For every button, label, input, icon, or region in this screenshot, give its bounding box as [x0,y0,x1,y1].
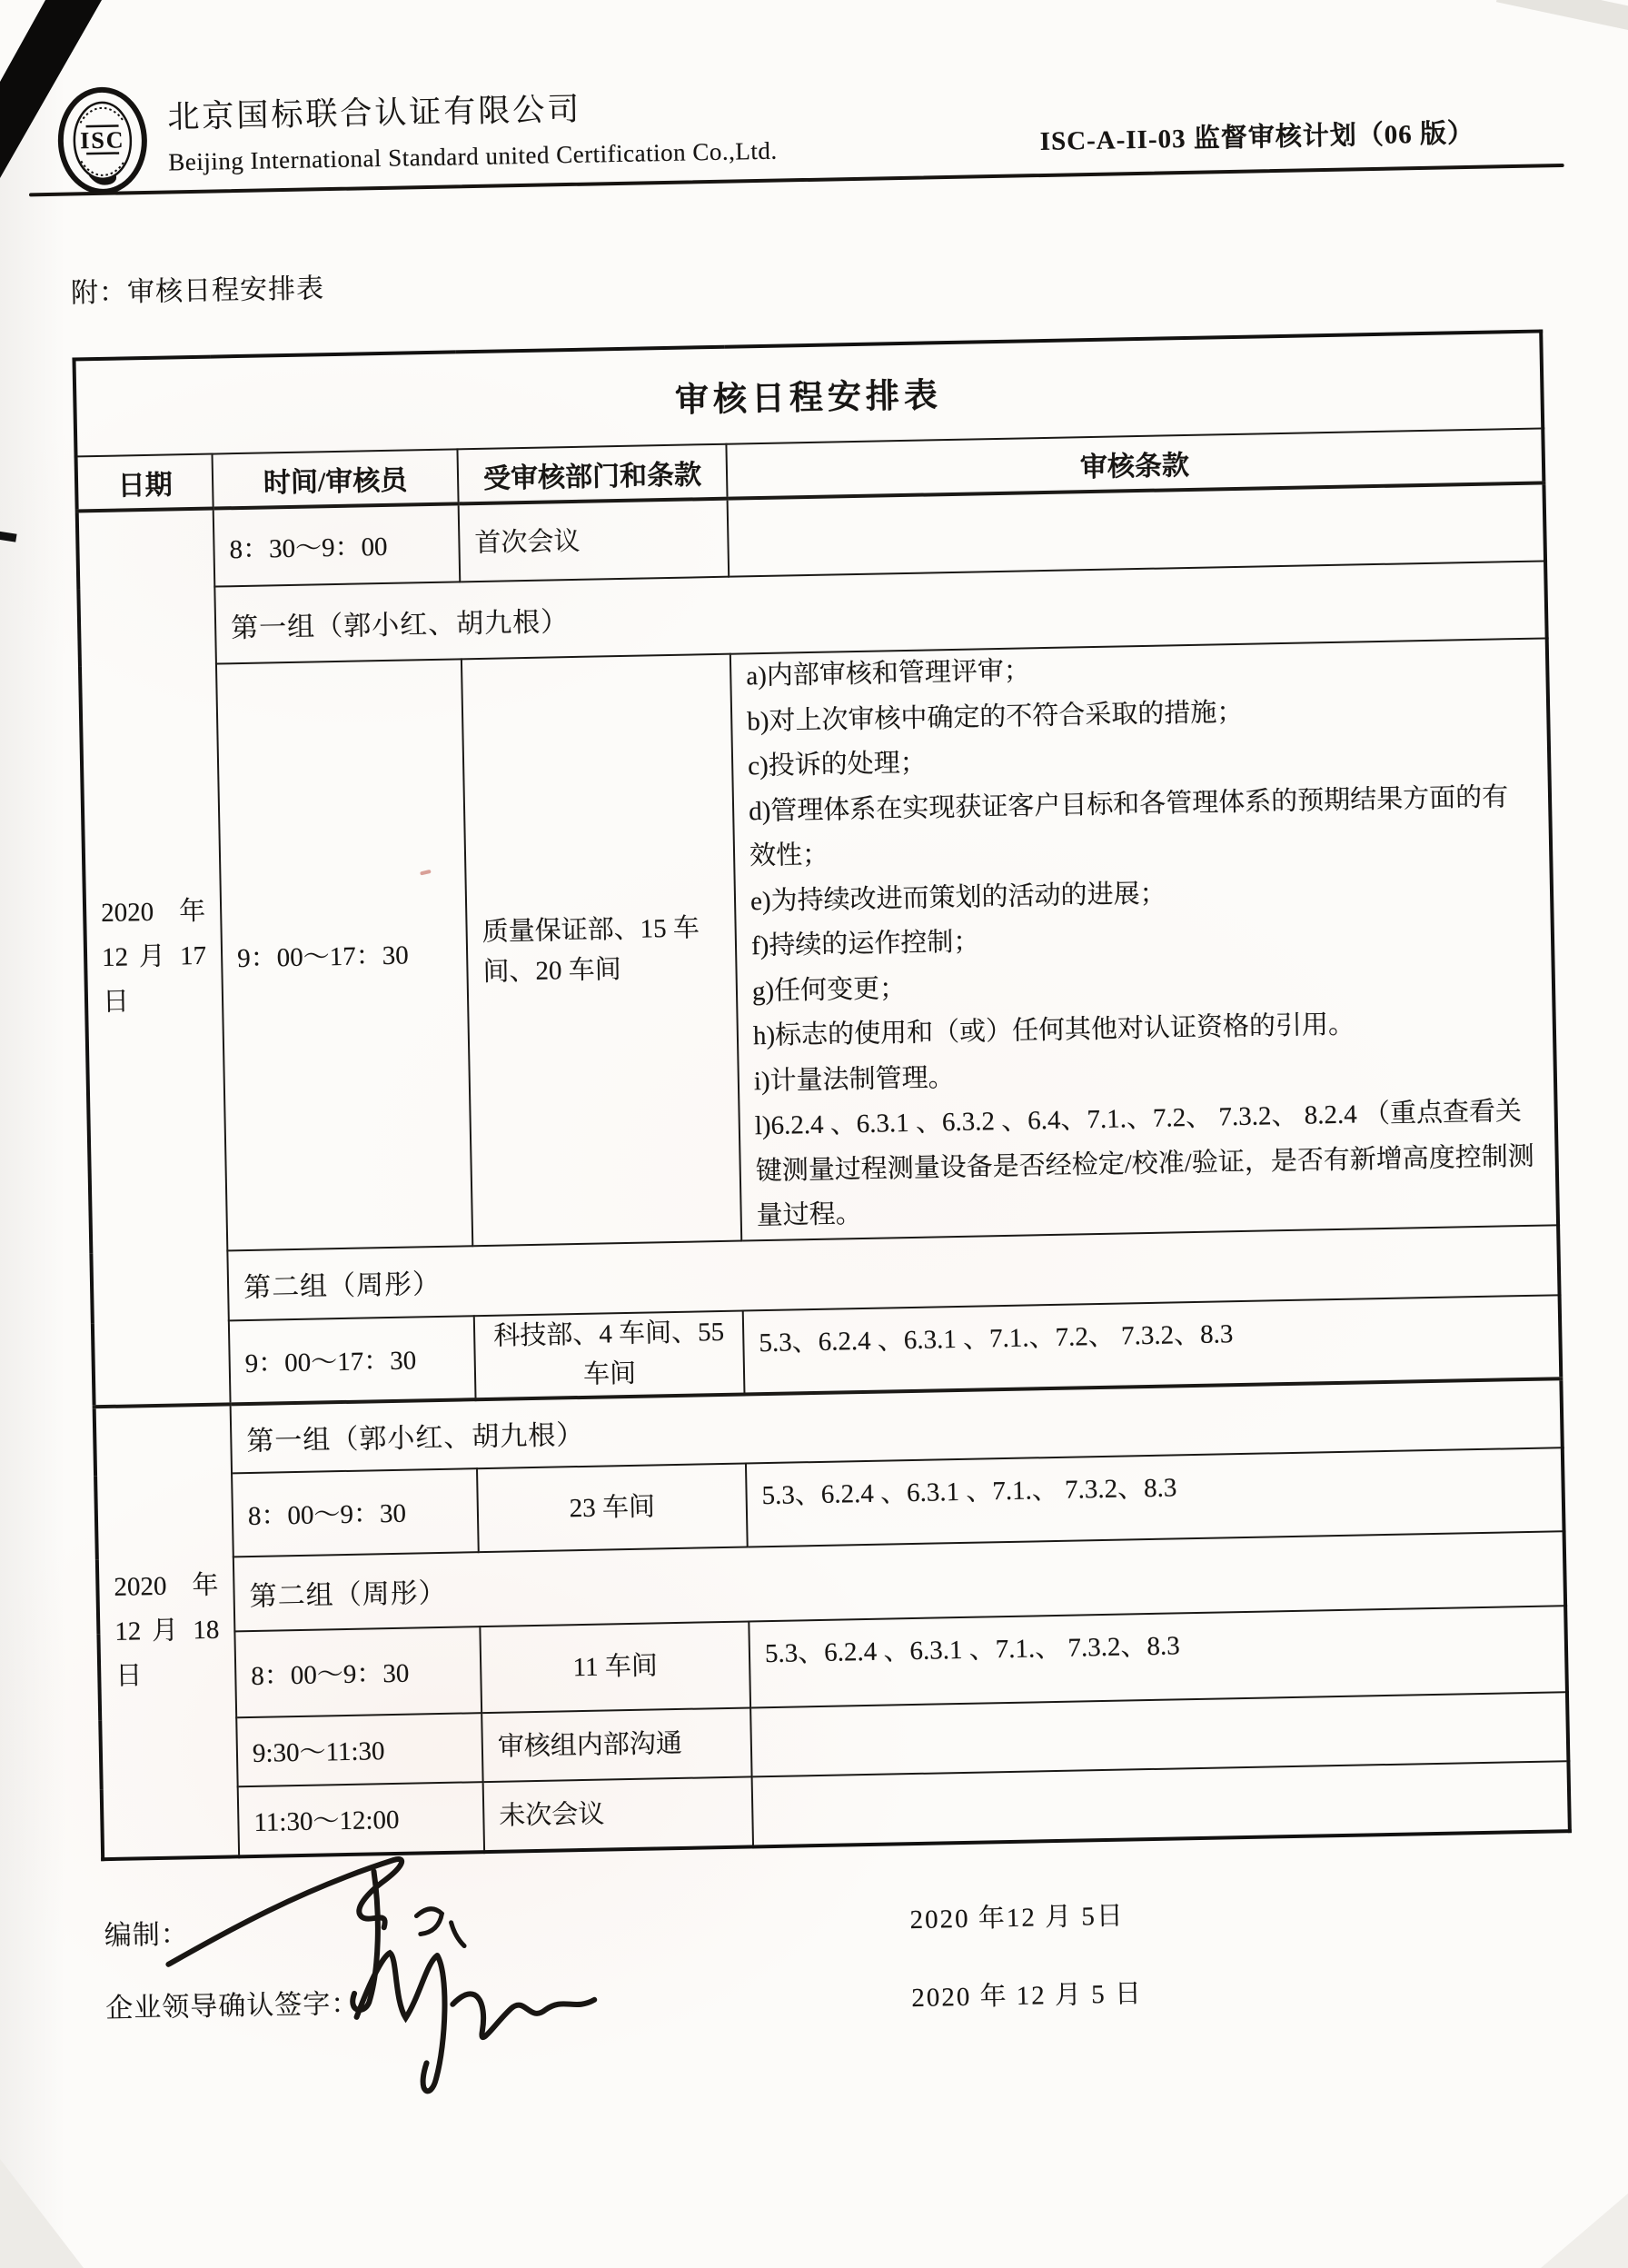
cell-time: 8：00～9：30 [232,1468,479,1557]
prepared-date: 2020 年12 月 5日 [909,1901,1126,1935]
audit-schedule-table [72,329,1571,1860]
date-cell-day2 [94,1404,240,1859]
isc-seal-logo [55,84,152,205]
cell-dept: 质量保证部、15 车间、20 车间 [462,654,741,1246]
cell-dept: 审核组内部沟通 [481,1707,751,1782]
date-line: 日 [102,987,130,1018]
cell-dept: 首次会议 [459,499,730,582]
leader-confirm-label: 企业领导确认签字： [105,1988,360,2024]
cell-clauses: 5.3、6.2.4 、6.3.1 、7.1.、 7.3.2、8.3 [746,1447,1564,1547]
cell-clauses: 5.3、6.2.4 、6.3.1 、7.1.、7.2、 7.3.2、8.3 [743,1295,1562,1394]
table-row [80,638,1558,1252]
group-label-row: 第二组（周彤） [233,1531,1565,1631]
clause-line: i)计量法制管理。 [753,1062,955,1096]
leader-signature [342,1912,654,2117]
cell-time: 9：00～17：30 [229,1316,476,1404]
cell-time: 8：30～9：00 [213,503,461,586]
cell-dept: 未次会议 [483,1776,753,1852]
clause-line: h)标志的使用和（或）任何其他对认证资格的引用。 [752,1010,1355,1051]
clause-line: f)持续的运作控制； [750,927,980,961]
cell-time: 11:30～12:00 [238,1782,484,1856]
clause-line: e)为持续改进而策划的活动的进展； [749,879,1166,916]
table-title: 审核日程安排表 [74,331,1543,456]
attachment-label: 附：审核日程安排表 [70,274,325,309]
date-line: 2020 年 [114,1570,219,1602]
col-header-dept: 受审核部门和条款 [457,444,727,504]
leader-confirm-date: 2020 年 12 月 5 日 [910,1979,1144,2014]
group-label-row: 第二组（周彤） [227,1225,1559,1320]
cell-dept: 科技部、4 车间、55 车间 [474,1310,745,1399]
cell-time: 9:30～11:30 [236,1713,482,1786]
clause-line: b)对上次审核中确定的不符合采取的措施； [746,697,1244,736]
date-line: 12 月 17 [101,941,207,973]
cell-clauses [730,638,1558,1240]
col-header-time-auditor: 时间/审核员 [213,449,459,508]
date-line: 12 月 18 [114,1615,220,1646]
doc-code: ISC-A-II-03 监督审核计划（06 版） [1039,118,1475,157]
date-line: 2020 年 [100,897,206,929]
col-header-date: 日期 [76,454,213,512]
clause-line: c)投诉的处理； [747,748,928,781]
date-cell-day1 [77,509,231,1407]
cell-clauses: 5.3、6.2.4 、6.3.1 、7.1.、 7.3.2、8.3 [749,1606,1567,1707]
company-name-en: Beijing International Standard united Certification Co.,Ltd. [168,136,778,176]
clause-line: l)6.2.4 、6.3.1 、6.3.2 、6.4、7.1.、7.2、 7.3.2、 8.2.4 （重点查看关键测量过程测量设备是否经检定/校准/验证，是否有新增高度控制测量过程。 [754,1097,1535,1231]
prepared-by-label: 编制： [104,1919,190,1952]
col-header-clauses: 审核条款 [726,428,1544,498]
logo-isc-text: ISC [79,126,125,154]
cell-time: 9：00～17：30 [216,659,472,1250]
group-label-row: 第一组（郭小红、胡九根） [231,1378,1563,1473]
company-name-cn: 北京国标联合认证有限公司 [167,91,582,135]
date-line: 日 [115,1661,143,1691]
clause-line: g)任何变更； [751,973,907,1006]
clause-line: a)内部审核和管理评审； [746,656,1031,691]
cell-time: 8：00～9：30 [234,1626,481,1717]
group-label-row: 第一组（郭小红、胡九根） [214,561,1546,663]
cell-dept: 11 车间 [480,1621,750,1713]
clause-line: d)管理体系在实现获证客户目标和各管理体系的预期结果方面的有效性； [748,781,1509,871]
cell-dept: 23 车间 [477,1463,748,1552]
cell-clauses [752,1761,1570,1846]
